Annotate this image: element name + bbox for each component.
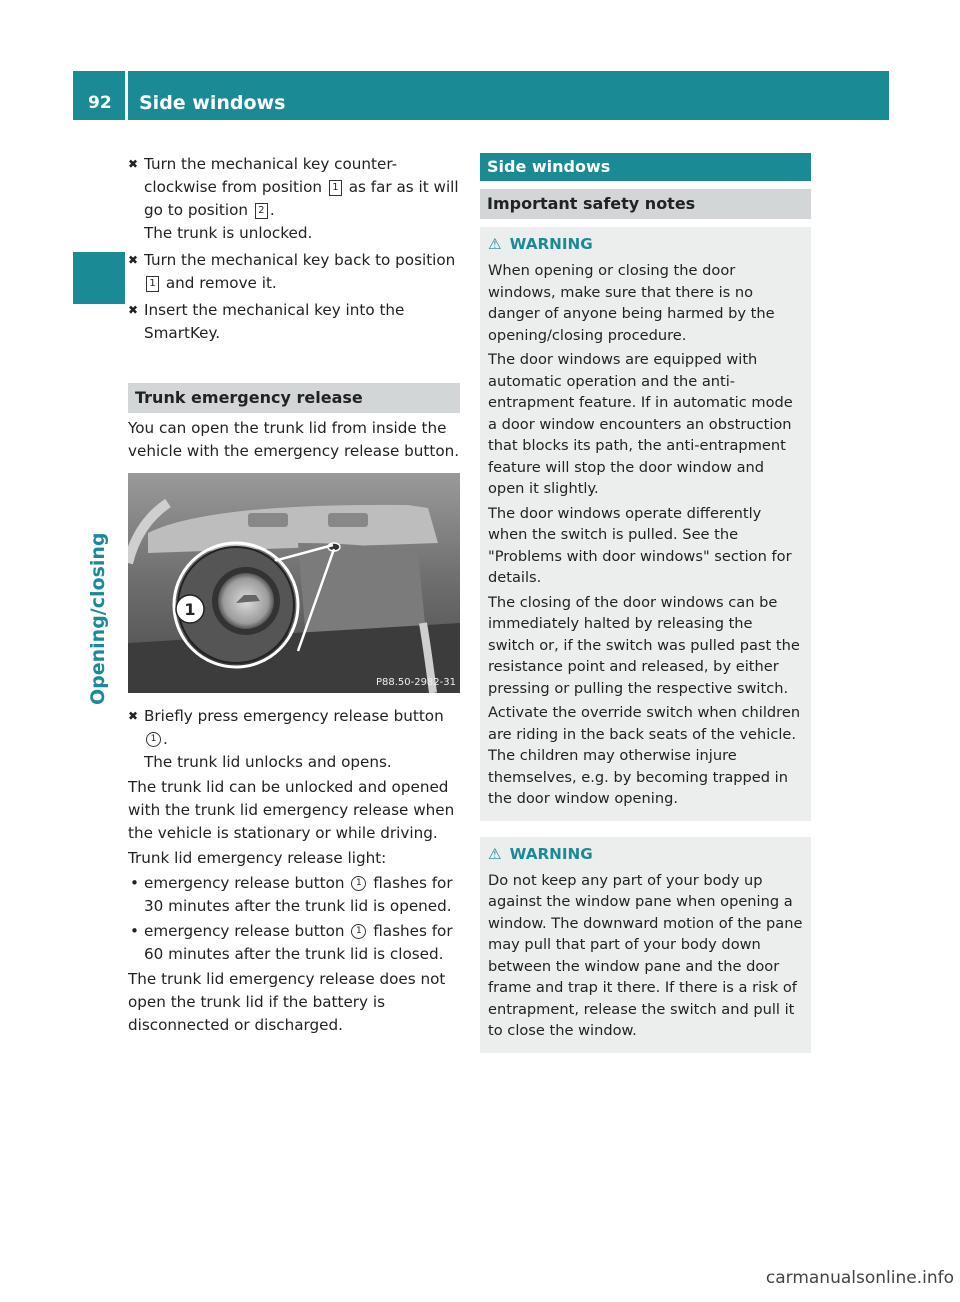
- step-arrow-icon: ✖: [128, 709, 139, 723]
- trunk-release-figure: [128, 473, 460, 693]
- step-insert-key: ✖ Insert the mechanical key into the SmartKey.: [128, 301, 405, 342]
- figure-code: P88.50-2982-31: [375, 677, 456, 688]
- trunk-intro: You can open the trunk lid from inside the vehicle with the emergency release button.: [128, 419, 460, 460]
- button-1-marker: 1: [351, 924, 366, 939]
- step-turn-key: ✖ Turn the mechanical key counter-clockwise from position 1 as far as it will go to position 2 . The trunk is unlocked.: [128, 155, 459, 242]
- trunk-paragraph-2: Trunk lid emergency release light:: [128, 849, 387, 867]
- footer-watermark: carmanualsonline.info: [765, 1268, 954, 1288]
- step-result: The trunk lid unlocks and opens.: [144, 753, 392, 771]
- right-column: [480, 153, 811, 1053]
- warning-paragraph: The closing of the door windows can be immediately halted by releasing the switch or, if the switch was pulled past the resistance point and released, by either pressing or pulling the respective switch.: [488, 593, 800, 697]
- warning-triangle-icon: ⚠: [488, 235, 502, 253]
- button-1-marker: 1: [146, 732, 161, 747]
- warning-paragraph: Do not keep any part of your body up against the window pane when opening a window. The downward motion of the pane may pull that part of your body down between the window pane and the door frame and trap it there. If there is a risk of entrapment, release the switch and pull it to close the window.: [488, 871, 803, 1039]
- step-turn-back: ✖ Turn the mechanical key back to position 1 and remove it.: [128, 251, 456, 292]
- position-1-marker: 1: [146, 276, 159, 292]
- position-1-marker: 1: [329, 180, 342, 196]
- position-2-marker: 2: [255, 203, 268, 219]
- step-arrow-icon: ✖: [128, 253, 139, 267]
- side-tab-marker: [73, 252, 125, 304]
- warning-triangle-icon: ⚠: [488, 844, 502, 863]
- trunk-emergency-heading: Trunk emergency release: [128, 383, 460, 413]
- warning-paragraph: The door windows are equipped with automatic operation and the anti-entrapment feature. If in automatic mode a door window encounters an obstruction that blocks its path, the anti-entrapment feature will stop the door window and open it slightly.: [488, 351, 793, 497]
- button-1-marker: 1: [351, 876, 366, 891]
- step-briefly-press: ✖ Briefly press emergency release button 1 . The trunk lid unlocks and opens.: [128, 707, 444, 771]
- step-text: Turn the mechanical key counter-clockwise from position: [144, 155, 398, 196]
- warning-paragraph: When opening or closing the door windows, make sure that there is no danger of anyone being harmed by the opening/closing procedure.: [488, 262, 775, 344]
- warning-paragraph: Activate the override switch when children are riding in the back seats of the vehicle. The children may otherwise injure themselves, e.g. by becoming trapped in the door window opening.: [488, 704, 801, 807]
- warning-box-1: [480, 227, 811, 821]
- warning-paragraph: The door windows operate differently when the switch is pulled. See the "Problems with door windows" section for details.: [488, 504, 792, 586]
- trunk-paragraph-1: The trunk lid can be unlocked and opened with the trunk lid emergency release when the vehicle is stationary or while driving.: [128, 778, 455, 842]
- list-item: • emergency release button 1 flashes for 60 minutes after the trunk lid is closed.: [130, 922, 453, 963]
- list-item: • emergency release button 1 flashes for 30 minutes after the trunk lid is opened.: [130, 874, 453, 915]
- side-windows-heading: Side windows: [480, 153, 811, 181]
- step-result: The trunk is unlocked.: [144, 224, 313, 242]
- figure-callout: 1: [184, 600, 196, 619]
- page-number: 92: [88, 93, 112, 113]
- safety-notes-heading: Important safety notes: [480, 189, 811, 219]
- warning-title: ⚠ WARNING: [488, 235, 593, 253]
- left-column: [128, 153, 460, 1039]
- step-arrow-icon: ✖: [128, 303, 139, 317]
- bullet-icon: •: [130, 922, 139, 940]
- page-title: Side windows: [139, 92, 286, 114]
- bullet-icon: •: [130, 874, 139, 892]
- trunk-illustration: [128, 473, 460, 693]
- step-arrow-icon: ✖: [128, 157, 139, 171]
- header-divider: [125, 71, 128, 120]
- warning-title: ⚠ WARNING: [488, 844, 593, 863]
- side-tab-label: Opening/closing: [87, 532, 109, 705]
- trunk-paragraph-3: The trunk lid emergency release does not open the trunk lid if the battery is disconnected or discharged.: [128, 970, 446, 1034]
- warning-box-2: [480, 837, 811, 1053]
